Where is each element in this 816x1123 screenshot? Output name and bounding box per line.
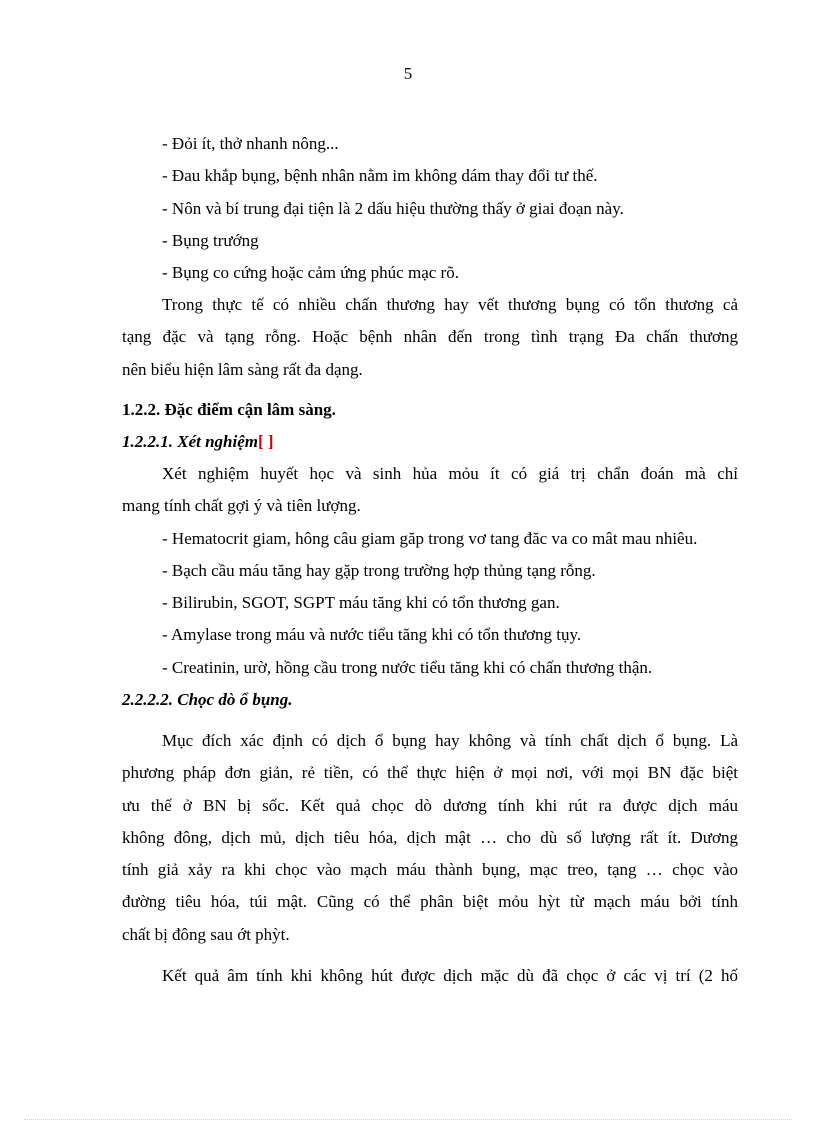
bullet-line: - Đau khắp bụng, bệnh nhân nằm im không dám thay đổi tư thế.: [162, 166, 598, 185]
paragraph-line: tạng đặc và tạng rỗng. Hoặc bệnh nhân đến trong tình trạng Đa chấn thương: [122, 327, 738, 346]
bullet-line: - Creatinin, urờ, hồng cầu trong nước tiểu tăng khi có chấn thương thận.: [162, 658, 653, 677]
citation-placeholder: [ ]: [258, 432, 274, 451]
subsection-heading: [122, 431, 274, 453]
paragraph-line: Trong thực tế có nhiều chấn thương hay vết thương bụng có tổn thương cả: [162, 295, 738, 314]
paragraph-line: nên biểu hiện lâm sàng rất đa dạng.: [122, 360, 363, 379]
subsection-heading: 2.2.2.2. Chọc dò ổ bụng.: [122, 690, 293, 709]
page-number: 5: [403, 64, 413, 83]
section-heading: 1.2.2. Đặc điểm cận lâm sàng.: [122, 400, 336, 419]
bullet-line: - Hematocrit giam, hông câu giam găp trong vơ tang đăc va co mât mau nhiêu.: [162, 529, 698, 548]
paragraph-line: Xét nghiệm huyết học và sinh hủa mỏu ít có giá trị chẩn đoán mà chỉ: [162, 464, 738, 483]
bullet-line: - Bilirubin, SGOT, SGPT máu tăng khi có tổn thương gan.: [162, 593, 560, 612]
subsection-heading-text: 1.2.2.1. Xét nghiệm: [122, 432, 259, 451]
paragraph-line: Mục đích xác định có dịch ổ bụng hay không và tính chất dịch ổ bụng. Là: [162, 731, 738, 750]
paragraph-line: phương pháp đơn giản, rẻ tiền, có thể thực hiện ở mọi nơi, với mọi BN đặc biệt: [122, 763, 738, 782]
bullet-line: - Amylase trong máu và nước tiểu tăng khi có tổn thương tụy.: [162, 625, 582, 644]
paragraph-line: không đông, dịch mủ, dịch tiêu hóa, dịch mật … cho dù số lượng rất ít. Dương: [122, 828, 738, 847]
paragraph-line: đường tiêu hóa, túi mật. Cũng có thể phân biệt mỏu hỳt từ mạch máu bởi tính: [122, 892, 738, 911]
bullet-line: - Bạch cầu máu tăng hay gặp trong trường hợp thủng tạng rỗng.: [162, 561, 596, 580]
bullet-line: - Bụng co cứng hoặc cảm ứng phúc mạc rõ.: [162, 263, 459, 282]
paragraph-line: ưu thế ở BN bị sốc. Kết quả chọc dò dương tính khi rút ra được dịch máu: [122, 796, 738, 815]
bullet-line: - Bụng trướng: [162, 231, 259, 250]
paragraph-line: chất bị đông sau ớt phỳt.: [122, 925, 290, 944]
paragraph-line: mang tính chất gợi ý và tiên lượng.: [122, 496, 361, 515]
bullet-line: - Nôn và bí trung đại tiện là 2 dấu hiệu thường thấy ở giai đoạn này.: [162, 199, 624, 218]
paragraph-line: Kết quả âm tính khi không hút được dịch mặc dù đã chọc ở các vị trí (2 hố: [162, 966, 738, 985]
paragraph-line: tính giả xảy ra khi chọc vào mạch máu thành bụng, mạc treo, tạng … chọc vào: [122, 860, 738, 879]
bullet-line: - Đỏi ít, thở nhanh nông...: [162, 134, 339, 153]
page-bottom-rule: [24, 1119, 792, 1120]
